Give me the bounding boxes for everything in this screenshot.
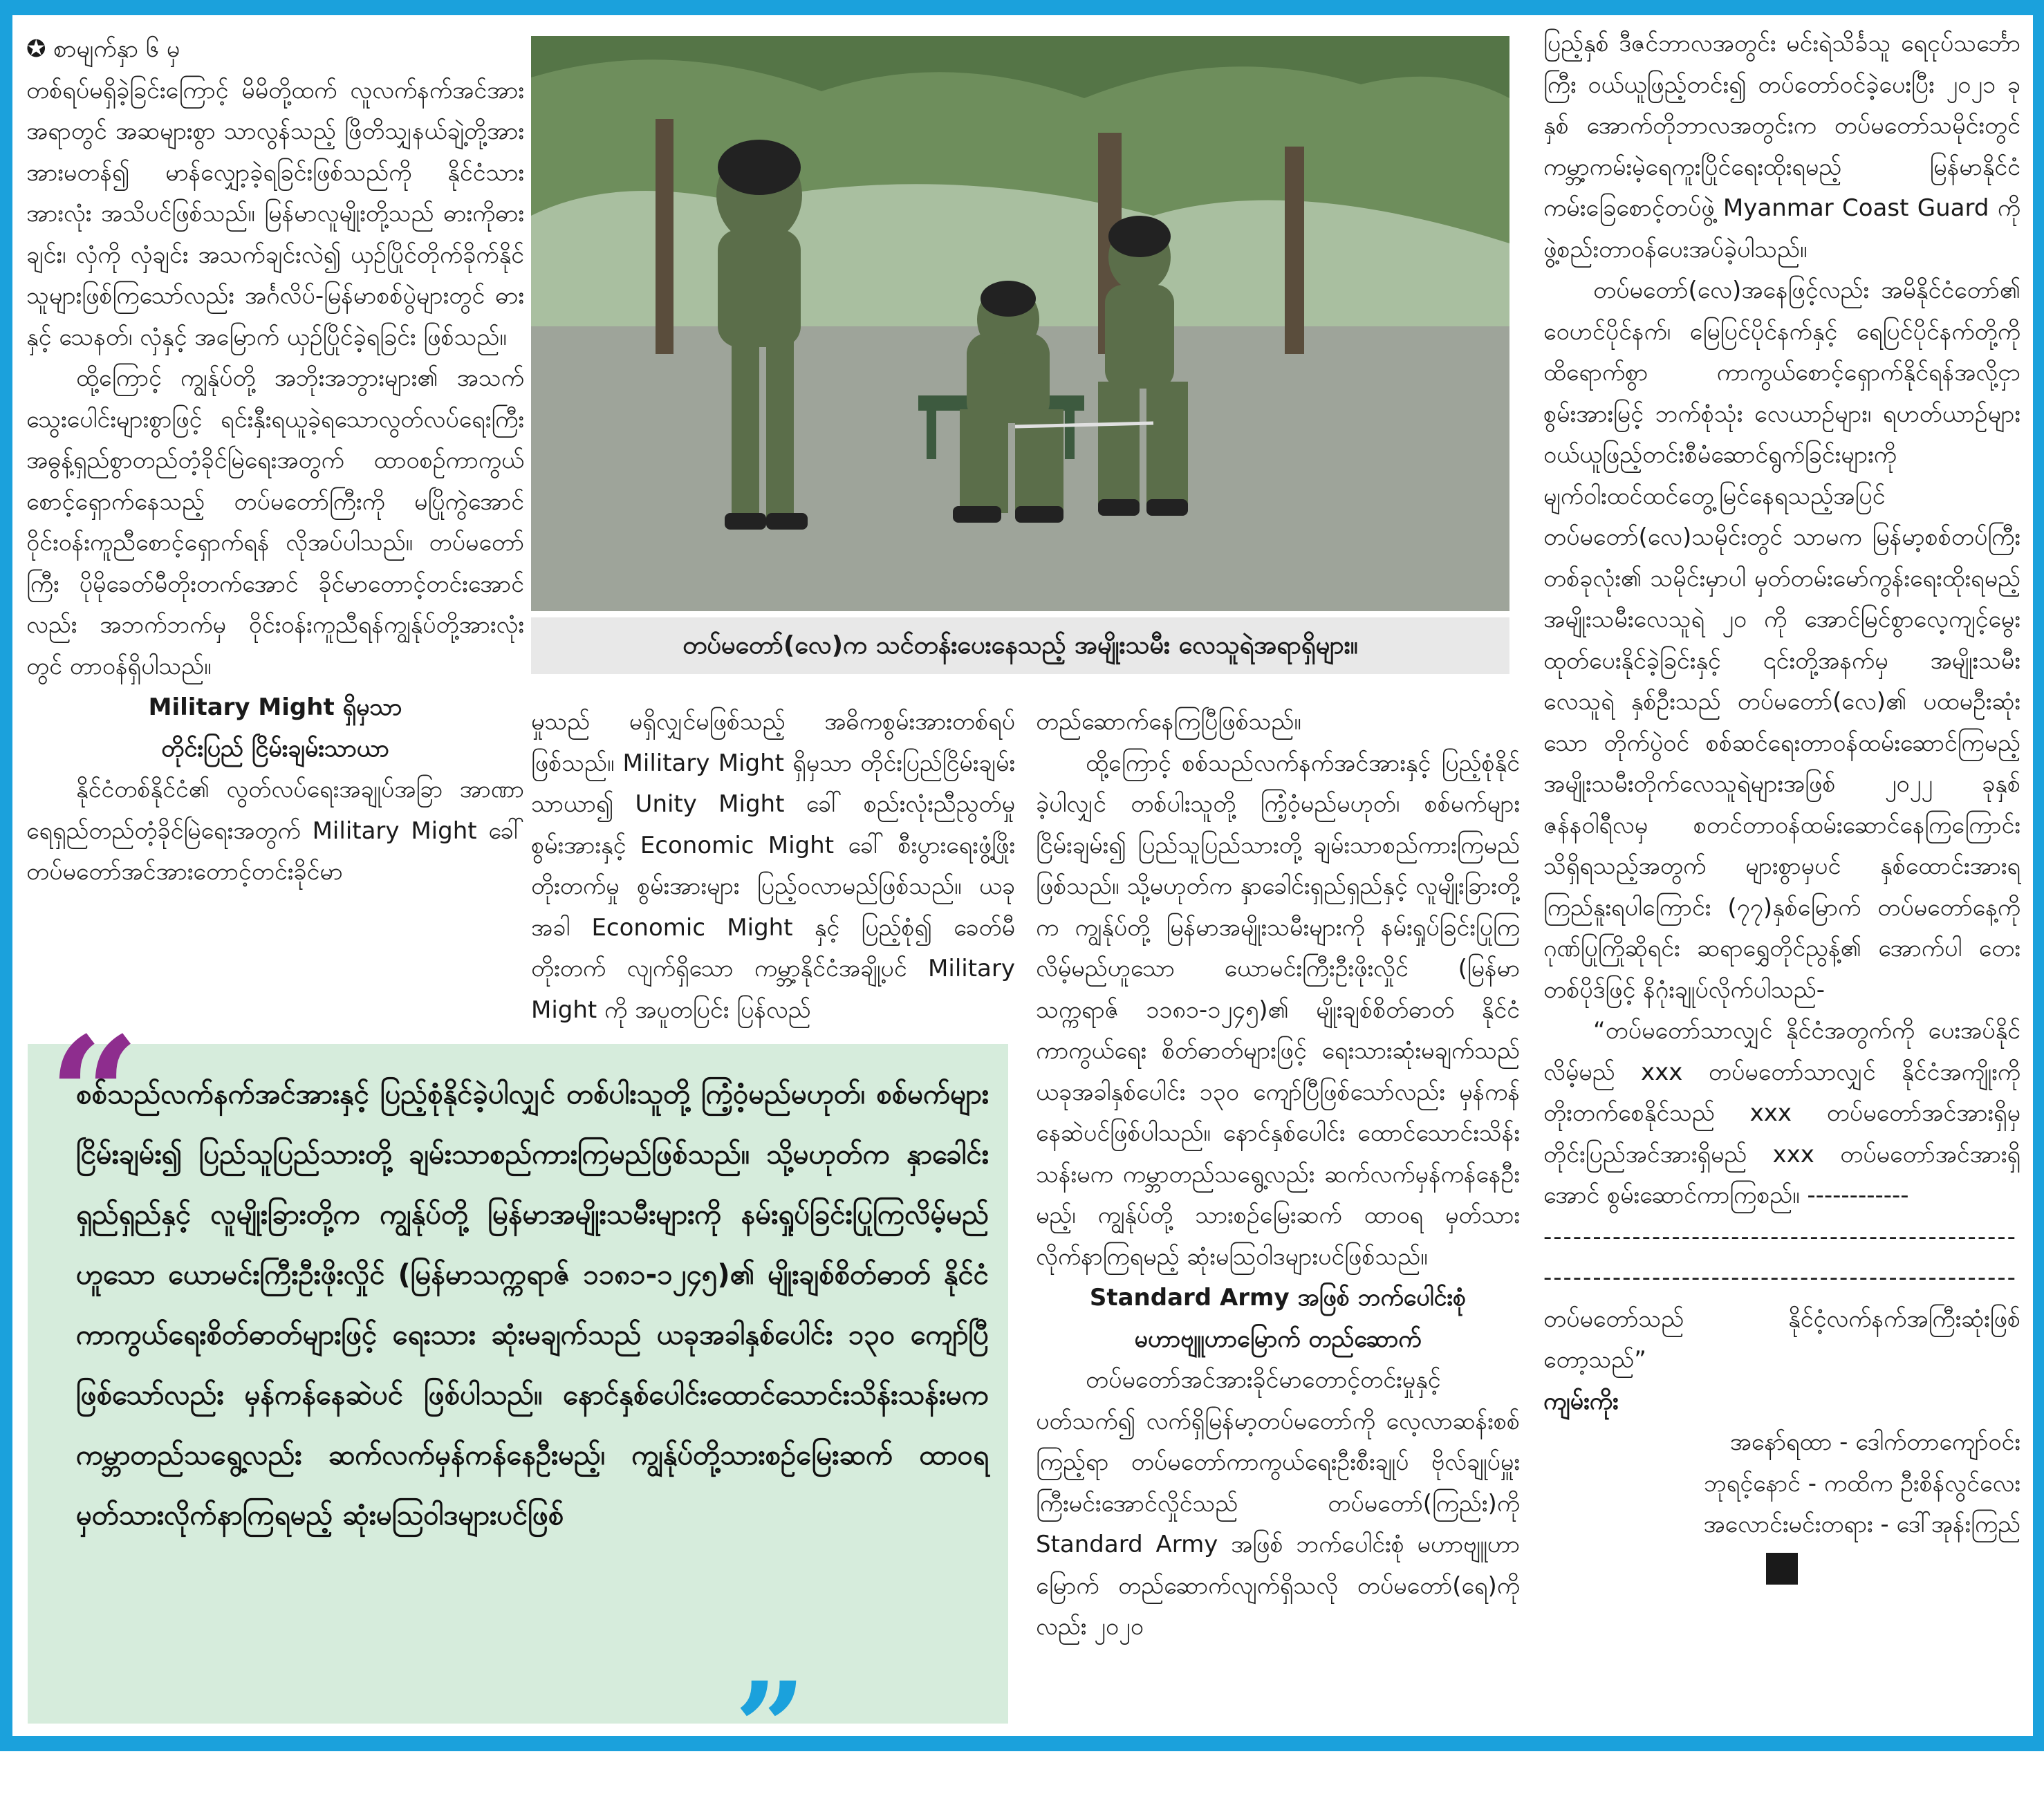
close-quote-icon: ” <box>734 1655 806 1801</box>
article-photo <box>531 36 1509 611</box>
section-heading: Standard Army အဖြစ် ဘက်ပေါင်းစုံ <box>1089 1284 1467 1312</box>
page-frame-left <box>0 0 12 1751</box>
song-quote-end: တပ်မတော်သည် နိုင်ငံ့လက်နက်အကြီးဆုံးဖြစ်တော့သည်” <box>1543 1305 2020 1374</box>
body-paragraph: ထို့ကြောင့် ကျွန်ုပ်တို့ အဘိုးအဘွားများ၏ အသက်သွေးပေါင်းများစွာဖြင့် ရင်းနှီးရယူခဲ့ရသောလွတ်လပ်ရေးကြီး အဓွန့်ရှည်စွာတည်တံ့ခိုင်မြဲရေးအတွက် ထာဝစဉ်ကာကွယ်စောင့်ရှောက်နေသည့် တပ်မတော်ကြီးကို မပြိုကွဲအောင် ဝိုင်းဝန်းကူညီစောင့်ရှောက်ရန် လိုအပ်ပါသည်။ တပ်မတော်ကြီး ပိုမိုခေတ်မီတိုးတက်အောင် ခိုင်မာတောင့်တင်းအောင်လည်း အဘက်ဘက်မှ ဝိုင်းဝန်းကူညီရန်ကျွန်ုပ်တို့အားလုံးတွင် တာဝန်ရှိပါသည်။ <box>26 364 524 680</box>
article-column-3 <box>1036 702 1520 1648</box>
references-list <box>1543 1422 2020 1546</box>
page-frame-bottom <box>0 1736 2044 1751</box>
continued-from-label: ✪ စာမျက်နှာ ၆ မှ <box>26 35 180 63</box>
dash-line: ------------------------------------------------ <box>1543 1264 2017 1291</box>
page-frame-right <box>2033 0 2044 1751</box>
open-quote-icon: “ <box>48 1002 140 1189</box>
body-paragraph: မှုသည် မရှိလျှင်မဖြစ်သည့် အဓိကစွမ်းအားတစ်ရပ်ဖြစ်သည်။ Military Might ရှိမှသာ တိုင်းပြည်ငြိမ်းချမ်းသာယာ၍ Unity Might ခေါ် စည်းလုံးညီညွတ်မှုစွမ်းအားနှင့် Economic Might ခေါ် စီးပွားရေးဖွံ့ဖြိုးတိုးတက်မှု စွမ်းအားများ ပြည့်ဝလာမည်ဖြစ်သည်။ ယခုအခါ Economic Might နှင့် ပြည့်စုံ၍ ခေတ်မီတိုးတက် လျက်ရှိသော ကမ္ဘာ့နိုင်ငံအချို့ပင် Military Might ကို အပူတပြင်း ပြန်လည် <box>531 708 1015 1024</box>
article-column-2 <box>531 702 1015 1031</box>
body-paragraph: ထို့ကြောင့် စစ်သည်လက်နက်အင်အားနှင့် ပြည့်စုံနိုင်ခဲ့ပါလျှင် တစ်ပါးသူတို့ ကြံ့ဝံ့မည်မဟုတ်၊ စစ်မက်များငြိမ်းချမ်း၍ ပြည်သူပြည်သားတို့ ချမ်းသာစည်ကားကြမည်ဖြစ်သည်။ သို့မဟုတ်က နှာခေါင်းရှည်ရှည်နှင့် လူမျိုးခြားတို့က ကျွန်ုပ်တို့ မြန်မာအမျိုးသမီးများကို နမ်းရှုပ်ခြင်းပြုကြလိမ့်မည်ဟူသော ယောမင်းကြီးဦးဖိုးလှိုင် (မြန်မာ သက္ကရာဇ် ၁၁၈၁-၁၂၄၅)၏ မျိုးချစ်စိတ်ဓာတ် နိုင်ငံကာကွယ်ရေး စိတ်ဓာတ်များဖြင့် ရေးသားဆုံးမချက်သည် ယခုအခါနှစ်ပေါင်း ၁၃၀ ကျော်ပြီဖြစ်သော်လည်း မှန်ကန်နေဆဲပင်ဖြစ်ပါသည်။ နောင်နှစ်ပေါင်း ထောင်သောင်းသိန်းသန်းမက ကမ္ဘာတည်သရွေ့လည်း ဆက်လက်မှန်ကန်နေဦးမည့်၊ ကျွန်ုပ်တို့ သားစဉ်မြေးဆက် ထာဝရ မှတ်သားလိုက်နာကြရမည့် ဆုံးမဩဝါဒများပင်ဖြစ်သည်။ <box>1036 749 1520 1271</box>
section-heading: Military Might ရှိမှသာ <box>148 693 402 721</box>
reference-item: ဘုရင့်နောင် - ကထိက ဦးစိန်လွင်လေး <box>1703 1469 2020 1497</box>
page-frame-top <box>0 0 2044 15</box>
article-column-4 <box>1543 24 2020 1585</box>
body-paragraph: တစ်ရပ်မရှိခဲ့ခြင်းကြောင့် မိမိတို့ထက် လူလက်နက်အင်အားအရာတွင် အဆများစွာ သာလွန်သည့် ဖြိတိသျှနယ်ချဲ့တို့အား အားမတန်၍ မာန်လျှော့ခဲ့ရခြင်းဖြစ်သည်ကို နိုင်ငံသားအားလုံး အသိပင်ဖြစ်သည်။ မြန်မာလူမျိုးတို့သည် ဓားကိုဓားချင်း၊ လှံကို လှံချင်း အသက်ချင်းလဲ၍ ယှဉ်ပြိုင်တိုက်ခိုက်နိုင်သူများဖြစ်ကြသော်လည်း အင်္ဂလိပ်-မြန်မာစစ်ပွဲများတွင် ဓားနှင့် သေနတ်၊ လှံနှင့် အမြောက် ယှဉ်ပြိုင်ခဲ့ရခြင်း ဖြစ်သည်။ <box>26 76 524 351</box>
references-label: ကျမ်းကိုး <box>1543 1387 1619 1415</box>
body-paragraph: တပ်မတော်အင်အားခိုင်မာတောင့်တင်းမှုနှင့် ပတ်သက်၍ လက်ရှိမြန်မာ့တပ်မတော်ကို လေ့လာဆန်းစစ်ကြည့်ရာ တပ်မတော်ကာကွယ်ရေးဦးစီးချုပ် ဗိုလ်ချုပ်မှူးကြီးမင်းအောင်လှိုင်သည် တပ်မတော်(ကြည်း)ကို Standard Army အဖြစ် ဘက်ပေါင်းစုံ မဟာဗျူဟာမြောက် တည်ဆောက်လျက်ရှိသလို တပ်မတော်(ရေ)ကိုလည်း ၂၀၂၀ <box>1036 1366 1520 1641</box>
article-column-1 <box>26 29 524 893</box>
reference-item: အနော်ရထာ - ဒေါက်တာကျော်ဝင်း <box>1729 1428 2020 1456</box>
pull-quote-box <box>28 1002 1008 1801</box>
body-paragraph: နိုင်ငံတစ်နိုင်ငံ၏ လွတ်လပ်ရေးအချုပ်အခြာ အာဏာ ရေရှည်တည်တံ့ခိုင်မြဲရေးအတွက် Military Might ခေါ် တပ်မတော်အင်အားတောင့်တင်းခိုင်မာ <box>26 776 524 886</box>
body-paragraph: ပြည့်နှစ် ဒီဇင်ဘာလအတွင်း မင်းရဲသိင်္ခသူ ရေငုပ်သင်္ဘောကြီး ဝယ်ယူဖြည့်တင်း၍ တပ်တော်ဝင်ခဲ့ပေးပြီး ၂၀၂၁ ခုနှစ် အောက်တိုဘာလအတွင်းက တပ်မတော်သမိုင်းတွင် ကမ္ဘာ့ကမ်းမဲ့ရေကူးပြိုင်ရေးထိုးရမည့် မြန်မာနိုင်ငံ ကမ်းခြေစောင့်တပ်ဖွဲ့ Myanmar Coast Guard ကို ဖွဲ့စည်းတာဝန်ပေးအပ်ခဲ့ပါသည်။ <box>1543 30 2020 263</box>
body-paragraph: တပ်မတော်(လေ)အနေဖြင့်လည်း အမိနိုင်ငံတော်၏ ဝေဟင်ပိုင်နက်၊ မြေပြင်ပိုင်နက်နှင့် ရေပြင်ပိုင်နက်တို့ကို ထိရောက်စွာ ကာကွယ်စောင့်ရှောက်နိုင်ရန်အလို့ငှာ စွမ်းအားမြင့် ဘက်စုံသုံး လေယာဉ်များ၊ ရဟတ်ယာဉ်များ ဝယ်ယူဖြည့်တင်းစီမံဆောင်ရွက်ခြင်းများကို မျက်ဝါးထင်ထင်တွေ့မြင်နေရသည့်အပြင် တပ်မတော်(လေ)သမိုင်းတွင် သာမက မြန်မာ့စစ်တပ်ကြီးတစ်ခုလုံး၏ သမိုင်းမှာပါ မှတ်တမ်းမော်ကွန်းရေးထိုးရမည့် အမျိုးသမီးလေသူရဲ ၂၀ ကို အောင်မြင်စွာလေ့ကျင့်မွေးထုတ်ပေးနိုင်ခဲ့ခြင်းနှင့် ၎င်းတို့အနက်မှ အမျိုးသမီးလေသူရဲ နှစ်ဦးသည် တပ်မတော်(လေ)၏ ပထမဦးဆုံးသော တိုက်ပွဲဝင် စစ်ဆင်ရေးတာဝန်ထမ်းဆောင်ကြမည့် အမျိုးသမီးတိုက်လေသူရဲများအဖြစ် ၂၀၂၂ ခုနှစ် ဇန်နဝါရီလမှ စတင်တာဝန်ထမ်းဆောင်နေကြကြောင်း သိရှိရသည့်အတွက် များစွာမှပင် နှစ်ထောင်းအားရကြည်နူးရပါကြောင်း (၇၇)နှစ်မြောက် တပ်မတော်နေ့ကိုဂုဏ်ပြုကြိုဆိုရင်း ဆရာရွှေတိုင်ညွန့်၏ အောက်ပါ တေးတစ်ပိုဒ်ဖြင့် နိဂုံးချုပ်လိုက်ပါသည်- <box>1543 277 2020 1004</box>
song-quote: “တပ်မတော်သာလျှင် နိုင်ငံအတွက်ကို ပေးအပ်နိုင်လိမ့်မည် xxx တပ်မတော်သာလျှင် နိုင်ငံအကျိုးကိုတိုးတက်စေနိုင်သည် xxx တပ်မတော်အင်အားရှိမှ တိုင်းပြည်အင်အားရှိမည် xxx တပ်မတော်အင်အားရှိအောင် စွမ်းဆောင်ကာကြစည်။ ------------ <box>1543 1017 2020 1209</box>
training-photo-illustration <box>531 36 1509 611</box>
section-heading: တိုင်းပြည် ငြိမ်းချမ်းသာယာ <box>161 734 389 763</box>
section-heading: မဟာဗျူဟာမြောက် တည်ဆောက် <box>1134 1325 1422 1353</box>
dash-line: ------------------------------------------------ <box>1543 1222 2017 1251</box>
photo-caption: တပ်မတော်(လေ)က သင်တန်းပေးနေသည့် အမျိုးသမီး လေသူရဲအရာရှိများ။ <box>531 617 1509 674</box>
end-of-article-mark <box>1766 1553 1798 1585</box>
pull-quote-text: စစ်သည်လက်နက်အင်အားနှင့် ပြည့်စုံနိုင်ခဲ့ပါလျှင် တစ်ပါးသူတို့ ကြံ့ဝံ့မည်မဟုတ်၊ စစ်မက်များငြိမ်းချမ်း၍ ပြည်သူပြည်သားတို့ ချမ်းသာစည်ကားကြမည်ဖြစ်သည်။ သို့မဟုတ်က နှာခေါင်းရှည်ရှည်နှင့် လူမျိုးခြားတို့က ကျွန်ုပ်တို့ မြန်မာအမျိုးသမီးများကို နမ်းရှုပ်ခြင်းပြုကြလိမ့်မည်ဟူသော ယောမင်းကြီးဦးဖိုးလှိုင် (မြန်မာသက္ကရာဇ် ၁၁၈၁-၁၂၄၅)၏ မျိုးချစ်စိတ်ဓာတ် နိုင်ငံကာကွယ်ရေးစိတ်ဓာတ်များဖြင့် ရေးသား ဆုံးမချက်သည် ယခုအခါနှစ်ပေါင်း ၁၃၀ ကျော်ပြီဖြစ်သော်လည်း မှန်ကန်နေဆဲပင် ဖြစ်ပါသည်။ နောင်နှစ်ပေါင်းထောင်သောင်းသိန်းသန်းမက ကမ္ဘာတည်သရွေ့လည်း ဆက်လက်မှန်ကန်နေဦးမည့်၊ ကျွန်ုပ်တို့သားစဉ်မြေးဆက် ထာဝရမှတ်သားလိုက်နာကြရမည့် ဆုံးမဩဝါဒများပင်ဖြစ် <box>76 1079 989 1531</box>
reference-item: အလောင်းမင်းတရား - ဒေါ်အုန်းကြည် <box>1703 1511 2020 1538</box>
body-paragraph: တည်ဆောက်နေကြပြီဖြစ်သည်။ <box>1036 708 1301 736</box>
